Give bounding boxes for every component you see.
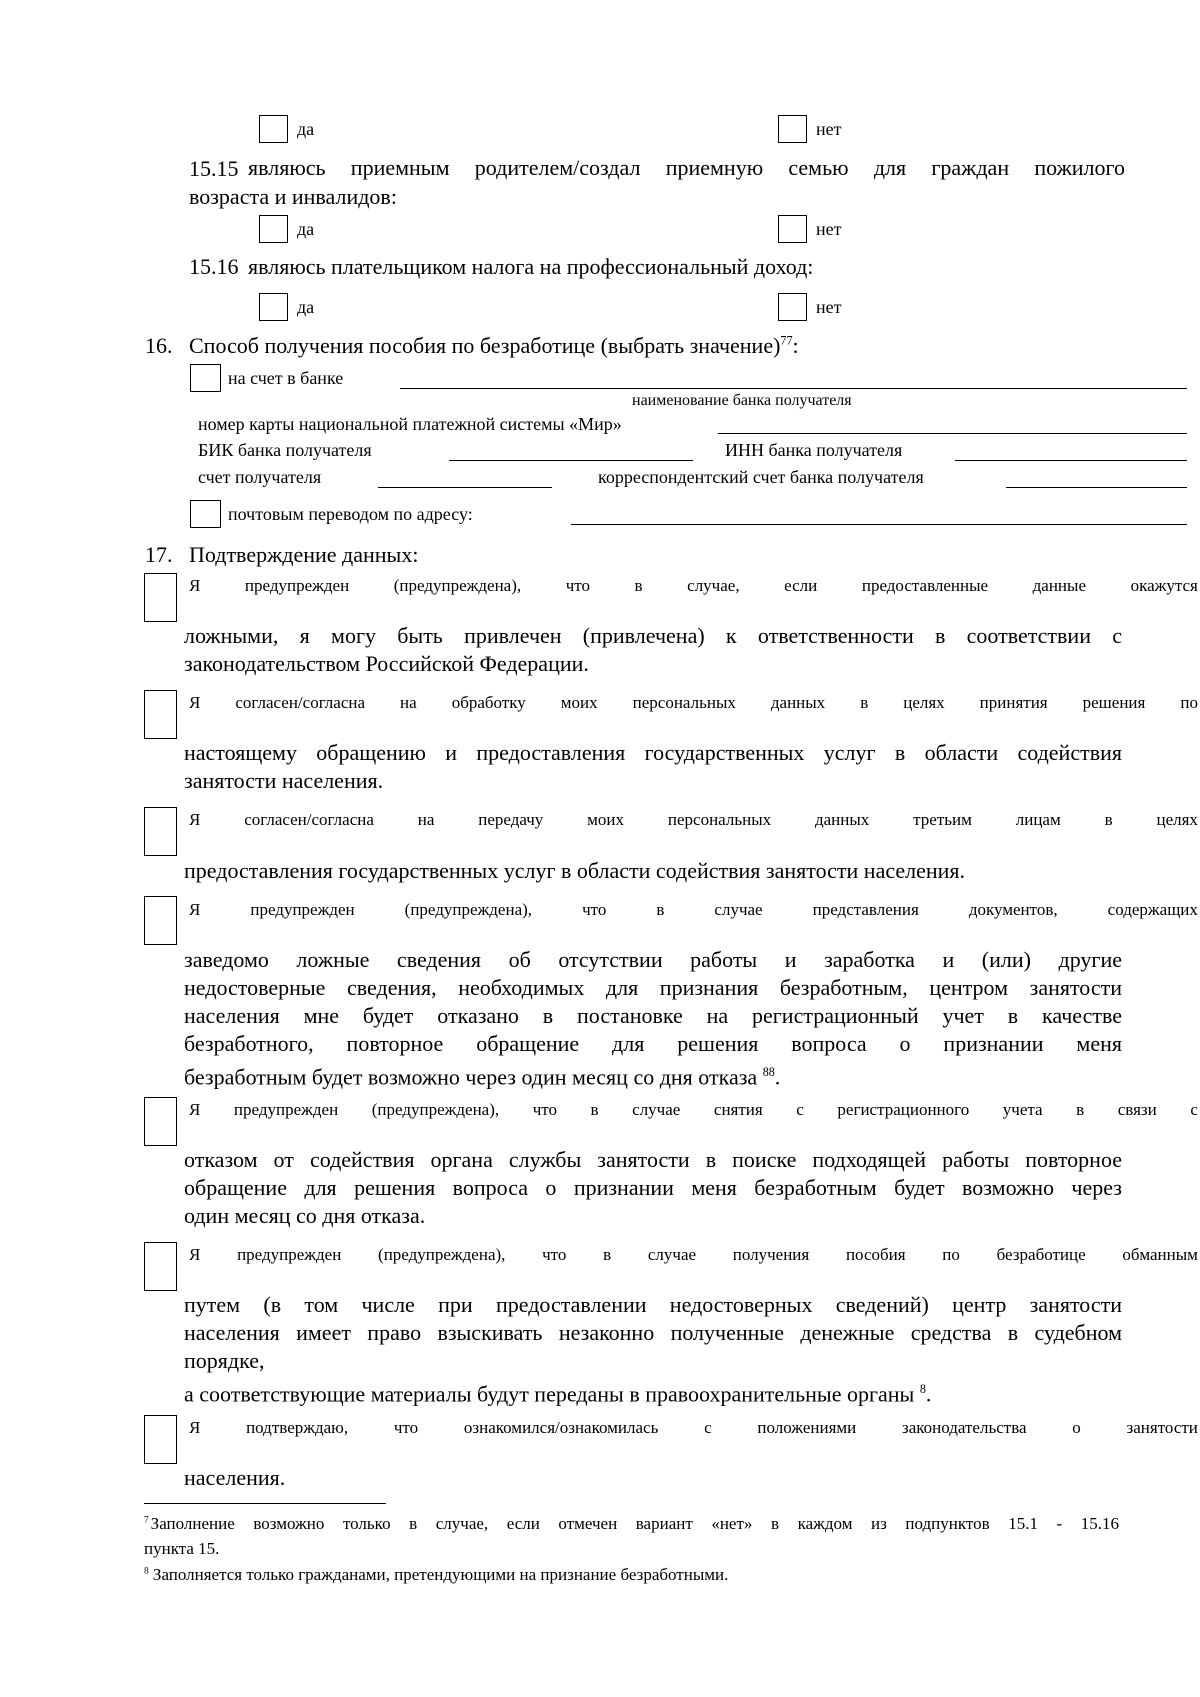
confirm-1-first-line: Я предупрежден (предупреждена), что в случае, если предоставленные данные окажутся (189, 576, 1198, 595)
bank-account-label: на счет в банке (228, 368, 344, 388)
item-15-15-number: 15.15 (189, 156, 239, 181)
corr-account-field[interactable] (1006, 487, 1187, 488)
footnote-7-text: Заполнение возможно только в случае, если отмечен вариант «нет» в каждом из подпунктов 15.1 - 15.16 (150, 1514, 1119, 1533)
checkbox-confirm-false-data[interactable] (144, 573, 177, 622)
item-16-number: 16. (145, 333, 173, 358)
checkbox-confirm-legislation[interactable] (144, 1415, 177, 1464)
checkbox-postal-transfer[interactable] (190, 500, 221, 528)
confirm-4-line-3: недостоверные сведения, необходимых для признания безработным, центром занятости (184, 975, 1122, 1000)
option-yes-label: да (297, 119, 315, 139)
confirm-6-line-4: порядке, (184, 1348, 265, 1373)
item-15-16-text: являюсь плательщиком налога на профессиональный доход: (248, 254, 814, 279)
postal-label: почтовым переводом по адресу: (228, 504, 473, 524)
inn-field[interactable] (955, 460, 1187, 461)
confirm-4-line-2: заведомо ложные сведения об отсутствии работы и заработка и (или) другие (184, 947, 1122, 972)
checkbox-15-15-no[interactable] (778, 215, 807, 243)
confirm-2-line-2: настоящему обращению и предоставления государственных услуг в области содействия (184, 740, 1122, 765)
footnote-7-line2: пункта 15. (144, 1539, 220, 1558)
checkbox-15-15-yes[interactable] (259, 215, 288, 243)
checkbox-confirm-deregistration[interactable] (144, 1097, 177, 1146)
item-17-number: 17. (145, 542, 173, 567)
footnote-7-line1 (144, 1514, 1119, 1534)
account-label: счет получателя (198, 467, 322, 487)
checkbox-15-14-yes[interactable] (259, 115, 288, 143)
checkbox-bank-account[interactable] (190, 364, 221, 392)
footnote-ref-8: 88 (762, 1065, 775, 1079)
confirm-6-first-line: Я предупрежден (предупреждена), что в случае получения пособия по безработице обманным (189, 1245, 1198, 1264)
confirm-5-first-line: Я предупрежден (предупреждена), что в случае снятия с регистрационного учета в связи с (189, 1100, 1198, 1119)
confirm-6-line-3: населения имеет право взыскивать незаконно полученные денежные средства в судебном (184, 1320, 1122, 1345)
bik-label: БИК банка получателя (198, 440, 372, 460)
checkbox-confirm-false-documents[interactable] (144, 896, 177, 945)
inn-label: ИНН банка получателя (725, 440, 903, 460)
confirm-5-line-4: один месяц со дня отказа. (184, 1203, 426, 1228)
footnote-8-text: Заполняется только гражданами, претендующими на признание безработными. (152, 1565, 729, 1584)
checkbox-confirm-fraud[interactable] (144, 1242, 177, 1291)
footnote-ref-8: 8 (919, 1382, 926, 1396)
option-no-label: нет (816, 119, 842, 139)
checkbox-consent-processing[interactable] (144, 690, 177, 739)
confirm-7-line-2: населения. (184, 1465, 286, 1490)
checkbox-consent-third-parties[interactable] (144, 807, 177, 856)
confirm-2-line-3: занятости населения. (184, 768, 384, 793)
bank-name-caption: наименование банка получателя (632, 392, 852, 409)
confirm-5-line-3: обращение для решения вопроса о признании меня безработным будет возможно через (184, 1175, 1122, 1200)
postal-address-field[interactable] (571, 524, 1187, 525)
confirm-7-first-line: Я подтверждаю, что ознакомился/ознакомилась с положениями законодательства о занятости (189, 1418, 1198, 1437)
option-yes-label: да (297, 297, 315, 317)
item-16-title: Способ получения пособия по безработице (выбрать значение)$^{77}$: (189, 333, 799, 358)
footnote-separator (144, 1503, 386, 1504)
account-field[interactable] (378, 487, 552, 488)
mir-card-field[interactable] (718, 433, 1187, 434)
confirm-4-line-4: населения мне будет отказано в постановке на регистрационный учет в качестве (184, 1003, 1122, 1028)
confirm-1-line-2: ложными, я могу быть привлечен (привлечена) к ответственности в соответствии с (184, 623, 1122, 648)
confirm-4-line-5: безработного, повторное обращение для решения вопроса о признании меня (184, 1031, 1122, 1056)
item-15-15-text-line2: возраста и инвалидов: (189, 184, 397, 209)
option-no-label: нет (816, 219, 842, 239)
footnote-8-mark: 8 (144, 1566, 149, 1577)
item-15-16-number: 15.16 (189, 254, 239, 279)
confirm-3-first-line: Я согласен/согласна на передачу моих персональных данных третьим лицам в целях (189, 810, 1198, 829)
checkbox-15-14-no[interactable] (778, 115, 807, 143)
confirm-2-first-line: Я согласен/согласна на обработку моих персональных данных в целях принятия решения по (189, 693, 1198, 712)
footnote-7-mark: 7 (144, 1515, 149, 1526)
option-yes-label: да (297, 219, 315, 239)
checkbox-15-16-no[interactable] (778, 293, 807, 321)
confirm-6-line-2: путем (в том числе при предоставлении недостоверных сведений) центр занятости (184, 1292, 1122, 1317)
footnote-8 (144, 1565, 728, 1585)
option-no-label: нет (816, 297, 842, 317)
corr-account-label: корреспондентский счет банка получателя (598, 467, 924, 487)
bik-field[interactable] (449, 460, 693, 461)
confirm-3-line-2: предоставления государственных услуг в области содействия занятости населения. (184, 858, 966, 883)
confirm-6-line-5: а соответствующие материалы будут переданы в правоохранительные органы $^8$. (184, 1381, 932, 1407)
checkbox-15-16-yes[interactable] (259, 293, 288, 321)
confirm-1-line-3: законодательством Российской Федерации. (184, 651, 589, 676)
item-17-title: Подтверждение данных: (189, 542, 419, 567)
item-15-15-text-line1: являюсь приемным родителем/создал приемную семью для граждан пожилого (248, 155, 1125, 180)
bank-name-field[interactable] (400, 388, 1187, 389)
confirm-4-line-6: безработным будет возможно через один месяц со дня отказа $^{88}$. (184, 1064, 781, 1090)
confirm-5-line-2: отказом от содействия органа службы занятости в поиске подходящей работы повторное (184, 1147, 1122, 1172)
footnote-ref-7: 77 (780, 333, 793, 348)
mir-card-label: номер карты национальной платежной системы «Мир» (198, 414, 622, 434)
confirm-4-first-line: Я предупрежден (предупреждена), что в случае представления документов, содержащих (189, 900, 1198, 919)
